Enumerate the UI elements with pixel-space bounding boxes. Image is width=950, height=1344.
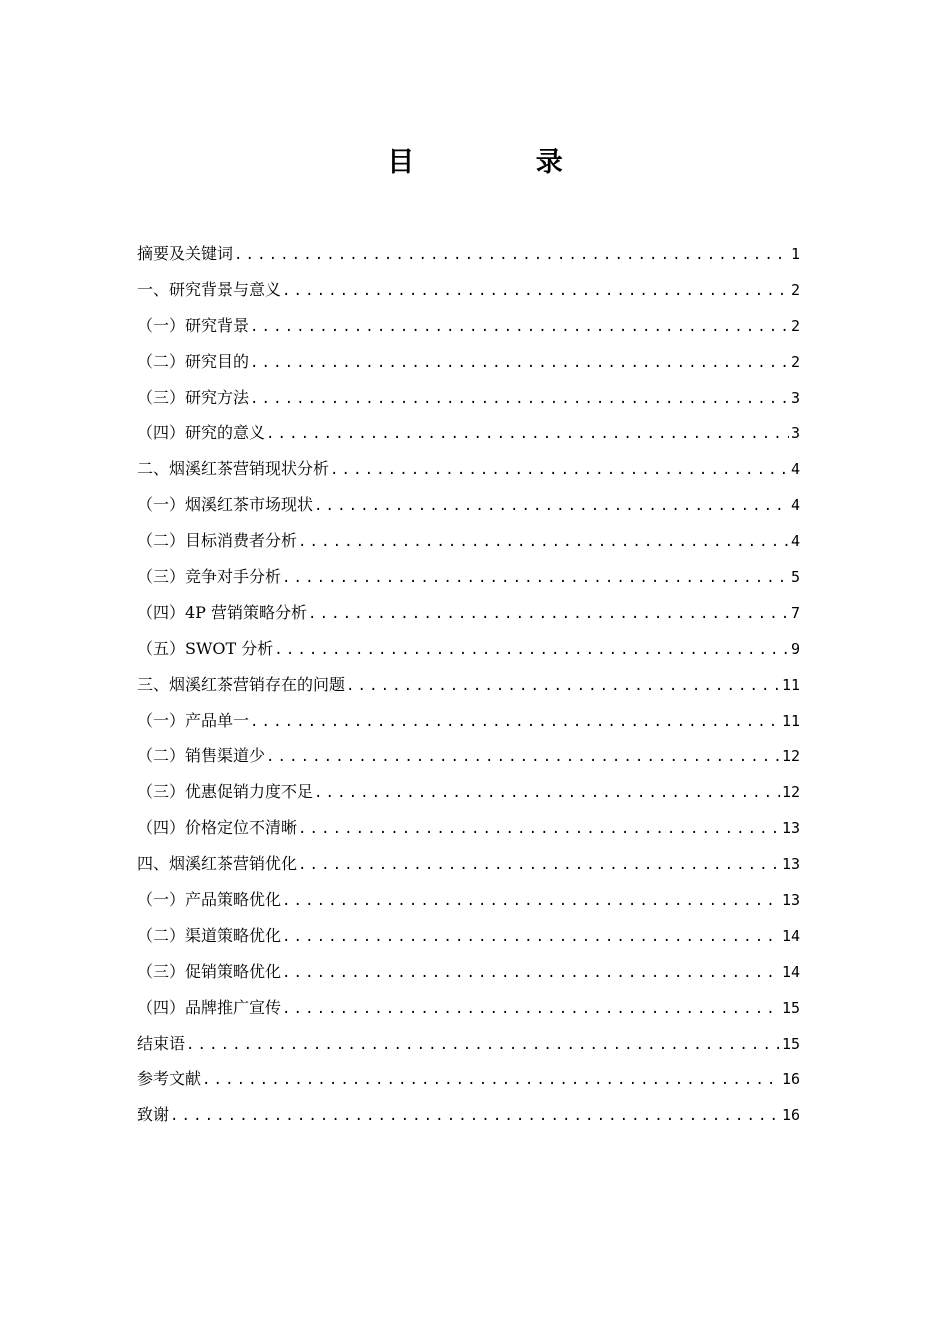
toc-entry-label: 一、研究背景与意义 xyxy=(137,279,282,299)
dot-leader xyxy=(202,1063,780,1097)
dot-leader xyxy=(314,776,780,810)
toc-entry-label: （三）优惠促销力度不足 xyxy=(137,782,314,802)
toc-entry-page: 12 xyxy=(781,783,800,802)
toc-entry[interactable] xyxy=(137,523,800,559)
toc-entry-page: 4 xyxy=(790,532,800,551)
toc-entry[interactable] xyxy=(137,1061,800,1097)
toc-entry-page: 2 xyxy=(790,352,800,371)
toc-entry[interactable] xyxy=(137,954,800,990)
toc-entry-label: （一）研究背景 xyxy=(137,315,250,335)
toc-entry-page: 14 xyxy=(781,926,800,945)
toc-entry-label: （一）产品策略优化 xyxy=(137,890,282,910)
dot-leader xyxy=(298,848,780,882)
toc-entry-label: 结束语 xyxy=(137,1033,186,1053)
toc-entry-label: （四）品牌推广宣传 xyxy=(137,997,282,1017)
toc-entry-label: （一）产品单一 xyxy=(137,710,250,730)
dot-leader xyxy=(282,561,789,595)
toc-entry-page: 2 xyxy=(790,316,800,335)
dot-leader xyxy=(282,992,780,1026)
page-title: 目 录 xyxy=(387,147,619,178)
dot-leader xyxy=(250,310,789,344)
toc-entry-label: （三）竞争对手分析 xyxy=(137,567,282,587)
dot-leader xyxy=(250,382,789,416)
table-of-contents xyxy=(137,236,800,1133)
dot-leader xyxy=(250,705,780,739)
dot-leader xyxy=(330,453,789,487)
dot-leader xyxy=(266,740,780,774)
toc-entry-page: 1 xyxy=(790,245,800,263)
toc-entry-page: 14 xyxy=(781,962,800,981)
dot-leader xyxy=(314,489,789,523)
toc-entry-label: （二）销售渠道少 xyxy=(137,746,266,766)
toc-entry-page: 16 xyxy=(781,1070,800,1089)
dot-leader xyxy=(170,1099,780,1133)
toc-entry[interactable] xyxy=(137,703,800,739)
dot-leader xyxy=(282,884,780,918)
dot-leader xyxy=(298,812,780,846)
toc-entry-page: 12 xyxy=(781,747,800,766)
toc-entry-page: 7 xyxy=(790,603,800,622)
toc-entry[interactable] xyxy=(137,272,800,308)
toc-entry-label: （二）研究目的 xyxy=(137,351,250,371)
dot-leader xyxy=(250,346,789,380)
toc-entry-label: （二）目标消费者分析 xyxy=(137,531,298,551)
dot-leader xyxy=(346,669,780,703)
dot-leader xyxy=(266,417,789,451)
toc-entry-label: （四）研究的意义 xyxy=(137,423,266,443)
toc-entry[interactable] xyxy=(137,308,800,344)
toc-entry[interactable] xyxy=(137,667,800,703)
toc-entry[interactable] xyxy=(137,595,800,631)
toc-entry[interactable] xyxy=(137,451,800,487)
toc-entry[interactable] xyxy=(137,1097,800,1133)
toc-entry-page: 13 xyxy=(781,855,800,874)
toc-entry[interactable] xyxy=(137,774,800,810)
toc-entry-page: 5 xyxy=(790,568,800,587)
toc-entry[interactable] xyxy=(137,738,800,774)
dot-leader xyxy=(282,920,780,954)
dot-leader xyxy=(234,238,789,272)
toc-entry[interactable] xyxy=(137,380,800,416)
toc-entry[interactable] xyxy=(137,236,800,272)
toc-entry-label: （五）SWOT 分析 xyxy=(137,638,274,658)
dot-leader xyxy=(282,956,780,990)
toc-entry-label: 致谢 xyxy=(137,1105,170,1125)
toc-entry-page: 3 xyxy=(790,424,800,443)
toc-entry-label: 参考文献 xyxy=(137,1069,202,1089)
toc-entry-page: 4 xyxy=(790,496,800,515)
toc-entry-page: 2 xyxy=(790,280,800,299)
toc-entry-label: （一）烟溪红茶市场现状 xyxy=(137,495,314,515)
toc-entry-page: 11 xyxy=(781,711,800,730)
toc-entry-label: 四、烟溪红茶营销优化 xyxy=(137,854,298,874)
toc-entry[interactable] xyxy=(137,487,800,523)
toc-entry-page: 15 xyxy=(781,998,800,1017)
toc-entry[interactable] xyxy=(137,990,800,1026)
toc-entry[interactable] xyxy=(137,631,800,667)
toc-entry-label: （三）促销策略优化 xyxy=(137,961,282,981)
toc-entry-page: 4 xyxy=(790,460,800,479)
dot-leader xyxy=(282,274,789,308)
toc-entry-label: 二、烟溪红茶营销现状分析 xyxy=(137,459,330,479)
toc-entry-label: （三）研究方法 xyxy=(137,387,250,407)
toc-entry[interactable] xyxy=(137,846,800,882)
toc-entry-page: 13 xyxy=(781,891,800,910)
toc-entry-page: 15 xyxy=(781,1034,800,1053)
toc-entry-label: 摘要及关键词 xyxy=(137,244,234,263)
toc-entry[interactable] xyxy=(137,1026,800,1062)
toc-entry[interactable] xyxy=(137,810,800,846)
toc-entry-label: （四）价格定位不清晰 xyxy=(137,818,298,838)
dot-leader xyxy=(308,597,789,631)
toc-entry-label: （四）4P 营销策略分析 xyxy=(137,602,308,622)
toc-entry-page: 16 xyxy=(781,1106,800,1125)
toc-entry-page: 13 xyxy=(781,819,800,838)
toc-entry[interactable] xyxy=(137,559,800,595)
toc-entry[interactable] xyxy=(137,415,800,451)
toc-entry-page: 9 xyxy=(790,639,800,658)
dot-leader xyxy=(274,633,789,667)
toc-entry-page: 3 xyxy=(790,388,800,407)
toc-entry[interactable] xyxy=(137,344,800,380)
toc-entry-label: （二）渠道策略优化 xyxy=(137,925,282,945)
dot-leader xyxy=(298,525,789,559)
toc-entry[interactable] xyxy=(137,882,800,918)
toc-entry[interactable] xyxy=(137,918,800,954)
toc-entry-page: 11 xyxy=(781,675,800,694)
toc-entry-label: 三、烟溪红茶营销存在的问题 xyxy=(137,674,346,694)
dot-leader xyxy=(186,1028,780,1062)
